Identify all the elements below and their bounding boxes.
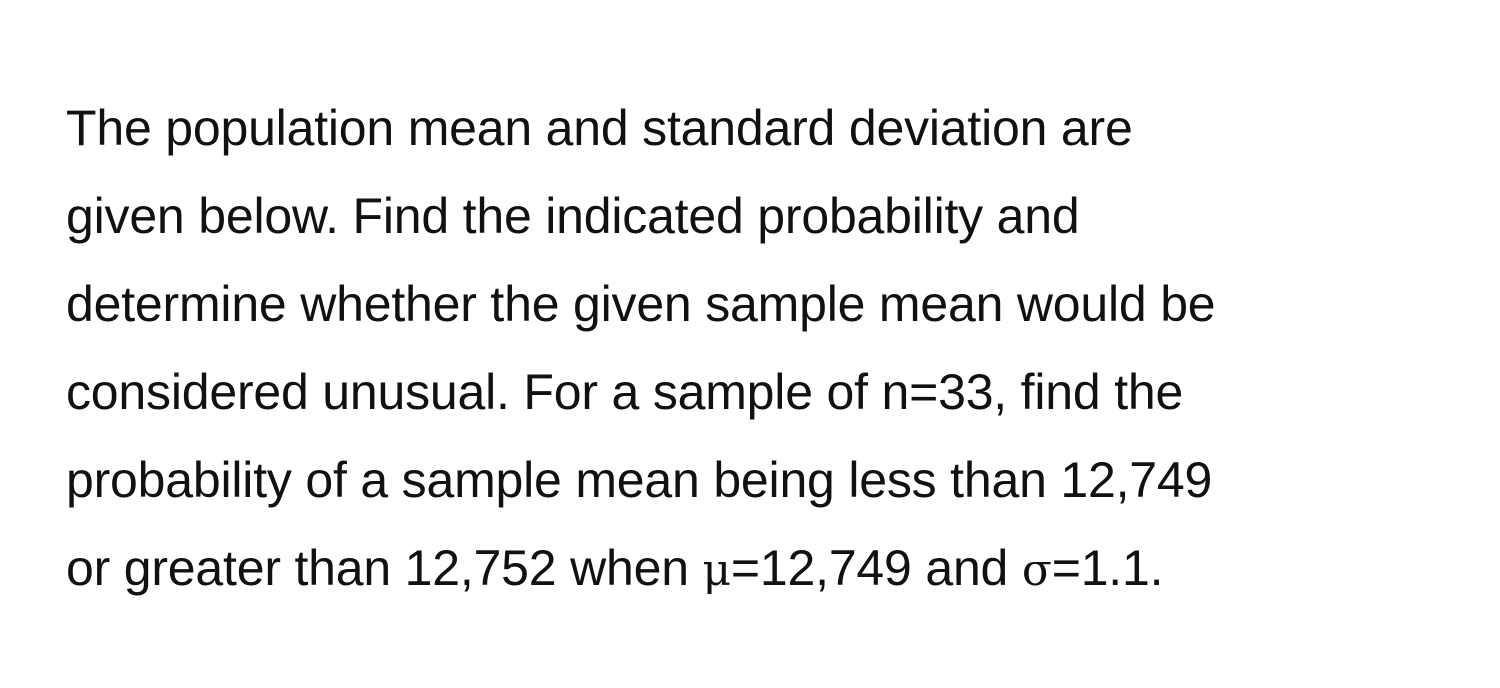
problem-line-6 xyxy=(66,524,1466,615)
problem-line-3: determine whether the given sample mean would be xyxy=(66,276,1216,332)
mu-symbol: μ xyxy=(702,545,731,596)
sigma-symbol: σ xyxy=(1021,545,1052,596)
problem-line-5: probability of a sample mean being less than 12,749 xyxy=(66,452,1213,508)
line-6-part-2: =12,749 and xyxy=(730,540,1022,596)
problem-line-1: The population mean and standard deviation are xyxy=(66,100,1133,156)
problem-line-2: given below. Find the indicated probability and xyxy=(66,188,1080,244)
problem-line-4: considered unusual. For a sample of n=33, find the xyxy=(66,364,1184,420)
problem-text xyxy=(66,84,1466,615)
line-6-part-3: =1.1. xyxy=(1051,540,1164,596)
line-6-part-1: or greater than 12,752 when xyxy=(66,540,703,596)
